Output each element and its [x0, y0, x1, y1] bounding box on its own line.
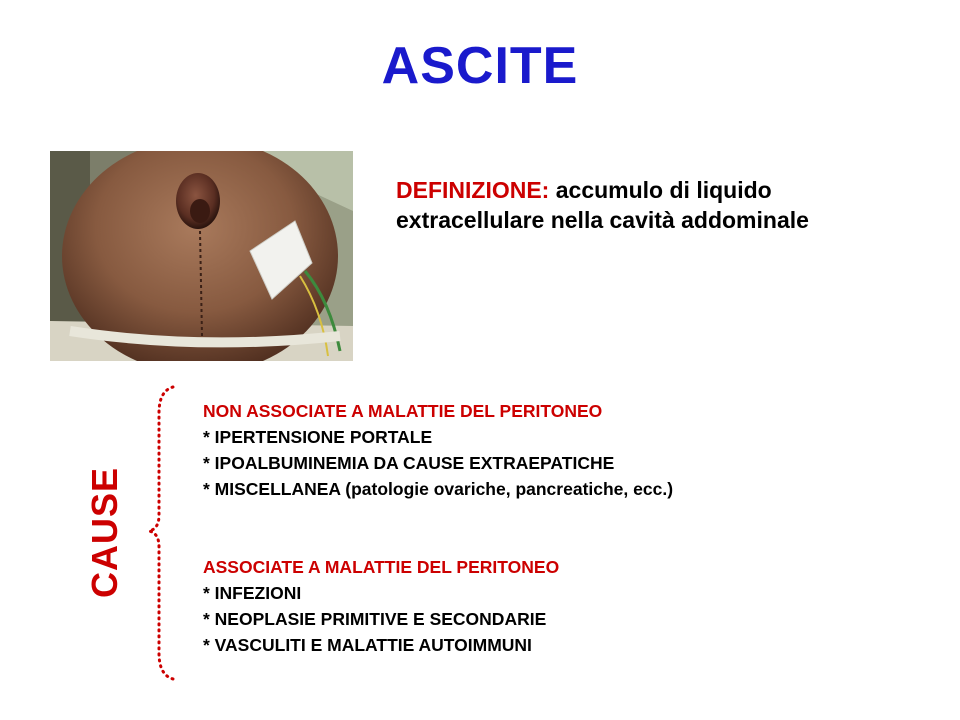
group-heading-peritoneal: ASSOCIATE A MALATTIE DEL PERITONEO: [203, 557, 560, 577]
slide-title: ASCITE: [381, 37, 579, 95]
list-item: * NEOPLASIE PRIMITIVE E SECONDARIE: [203, 609, 547, 629]
abdomen-photo: [50, 151, 353, 361]
group-heading-non-peritoneal: NON ASSOCIATE A MALATTIE DEL PERITONEO: [203, 401, 603, 421]
definition-text: accumulo di liquido extracellulare nella cavità addominale: [396, 177, 809, 233]
definition-term: DEFINIZIONE: [396, 177, 542, 203]
cause-label: CAUSE: [84, 466, 125, 598]
list-item: * IPOALBUMINEMIA DA CAUSE EXTRAEPATICHE: [203, 453, 615, 473]
list-item: * VASCULITI E MALATTIE AUTOIMMUNI: [203, 635, 532, 655]
definition-colon: :: [541, 177, 550, 203]
definition-block: [396, 175, 826, 235]
causes-list: [203, 398, 673, 658]
list-item: * MISCELLANEA (patologie ovariche, pancreatiche, ecc.): [203, 479, 674, 499]
dotted-brace: [145, 383, 180, 683]
list-item: * INFEZIONI: [203, 583, 302, 603]
list-item: * IPERTENSIONE PORTALE: [203, 427, 433, 447]
